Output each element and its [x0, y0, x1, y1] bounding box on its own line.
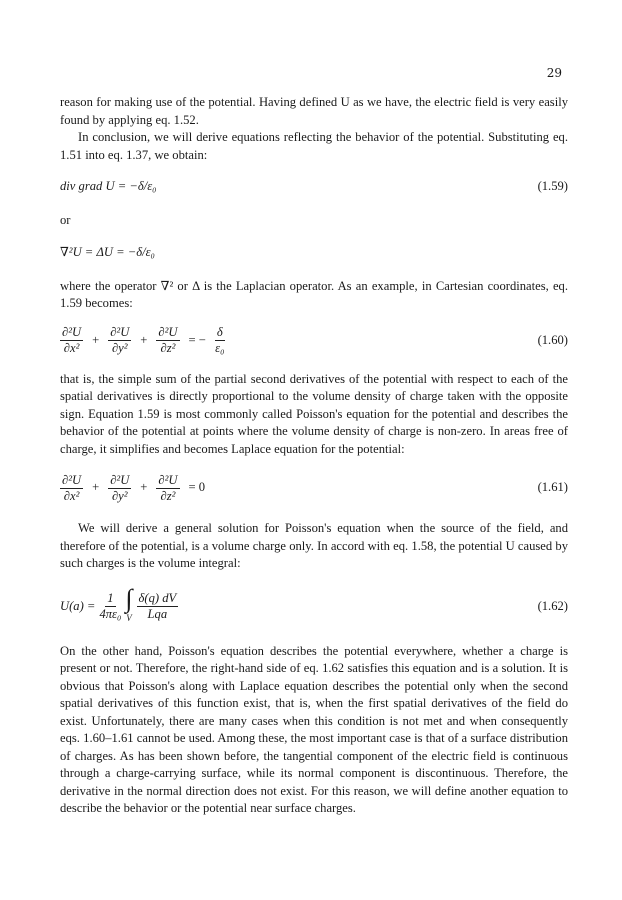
- plus-sign: +: [92, 332, 100, 347]
- equation-laplacian-expression: ∇²U = ΔU = −δ/ε₀: [60, 244, 155, 259]
- paragraph-6: On the other hand, Poisson's equation describes the potential everywhere, whether a charge is present or not. Therefore, the right-hand side of eq. 1.62 satisfies this equation and is a solution. It is obvious that Poisson's along with Laplace equation describes the potential only when the second spatial derivatives of this function exist, that is, when the first spatial derivatives of the field do exist. Unfortunately, there are many cases when this condition is not met and when consequently eqs. 1.60–1.61 cannot be used. Among these, the most important case is that of a surface distribution of charges. As has been shown before, the tangential component of the electric field is continuous through a charge-carrying surface, while its normal component is discontinuous. Therefore, the derivative in the normal direction does not exist. For this reason, we will define another equation to describe the behavior or the potential near surface charges.: [60, 643, 568, 815]
- fraction: [108, 325, 131, 356]
- equation-1-62: [60, 583, 568, 631]
- numerator: ∂²U: [62, 325, 82, 339]
- equation-1-62-lhs: U(a) =: [60, 598, 96, 613]
- numerator: ∂²U: [110, 472, 130, 487]
- integral-sign: [125, 583, 133, 628]
- equation-1-62-expression: [60, 583, 178, 628]
- equation-1-59-number: (1.59): [537, 179, 568, 194]
- paragraph-3: where the operator ∇² or Δ is the Laplacian operator. As an example, in Cartesian coordinates, eq. 1.59 becomes:: [60, 278, 568, 310]
- denominator: ∂z²: [160, 341, 176, 355]
- denominator: ∂x²: [63, 488, 80, 503]
- integral-symbol: ∫: [125, 583, 133, 613]
- numerator: ∂²U: [158, 472, 178, 487]
- numerator: ∂²U: [158, 325, 178, 339]
- numerator: ∂²U: [110, 325, 130, 339]
- denominator: ∂x²: [63, 341, 80, 355]
- plus-sign: +: [140, 332, 148, 347]
- equals-zero: = 0: [188, 480, 206, 495]
- fraction: [156, 473, 179, 504]
- equation-1-61-expression: [60, 473, 208, 504]
- numerator: δ(q) dV: [138, 591, 177, 605]
- denominator: ∂y²: [111, 341, 128, 355]
- denominator: ∂y²: [111, 488, 128, 503]
- paragraph-1: reason for making use of the potential. Having defined U as we have, the electric field is very easily found by applying eq. 1.52.: [60, 95, 568, 127]
- paragraph-2: In conclusion, we will derive equations reflecting the behavior of the potential. Substituting eq. 1.51 into eq. 1.37, we obtain:: [60, 130, 568, 162]
- equation-laplacian: [60, 242, 568, 264]
- equation-1-61: [60, 468, 568, 508]
- fraction: [108, 473, 131, 504]
- fraction: [99, 591, 121, 622]
- fraction: [215, 325, 225, 356]
- plus-sign: +: [92, 480, 100, 495]
- equation-1-60-number: (1.60): [537, 332, 568, 347]
- integral-subscript: V: [126, 612, 132, 623]
- numerator: ∂²U: [62, 472, 82, 487]
- paragraph-5: We will derive a general solution for Poisson's equation when the source of the field, and therefore of the potential, is a volume charge only. In accord with eq. 1.58, the potential U caused by such charges is the volume integral:: [60, 521, 568, 570]
- equation-1-60-expression: [60, 325, 225, 356]
- page-body: [60, 94, 568, 818]
- denominator: Lqa: [147, 607, 168, 621]
- equation-1-59-expression: div grad U = −δ/ε₀: [60, 179, 157, 194]
- plus-sign: +: [140, 480, 148, 495]
- fraction: [137, 591, 179, 622]
- connector-or: or: [60, 213, 71, 227]
- equation-1-62-number: (1.62): [537, 598, 568, 613]
- equation-1-60: [60, 321, 568, 361]
- denominator: ε₀: [215, 341, 225, 355]
- page-number: 29: [546, 66, 562, 80]
- denominator: ∂z²: [160, 488, 176, 503]
- equals-minus-sign: = −: [188, 332, 206, 347]
- equation-1-61-number: (1.61): [537, 480, 568, 495]
- denominator: 4πε₀: [99, 607, 122, 621]
- fraction: [60, 325, 83, 356]
- numerator: 1: [107, 591, 114, 605]
- fraction: [60, 473, 83, 504]
- equation-1-59: [60, 176, 568, 198]
- paragraph-4: that is, the simple sum of the partial second derivatives of the potential with respect to each of the spatial derivatives is directly proportional to the volume density of charge taken with the opposite sign. Equation 1.59 is most commonly called Poisson's equation for the potential and describes the behavior of the potential at points where the volume density of charge is non-zero. In areas free of charge, it simplifies and becomes Laplace equation for the potential:: [60, 371, 568, 456]
- numerator: δ: [216, 325, 223, 339]
- fraction: [156, 325, 179, 356]
